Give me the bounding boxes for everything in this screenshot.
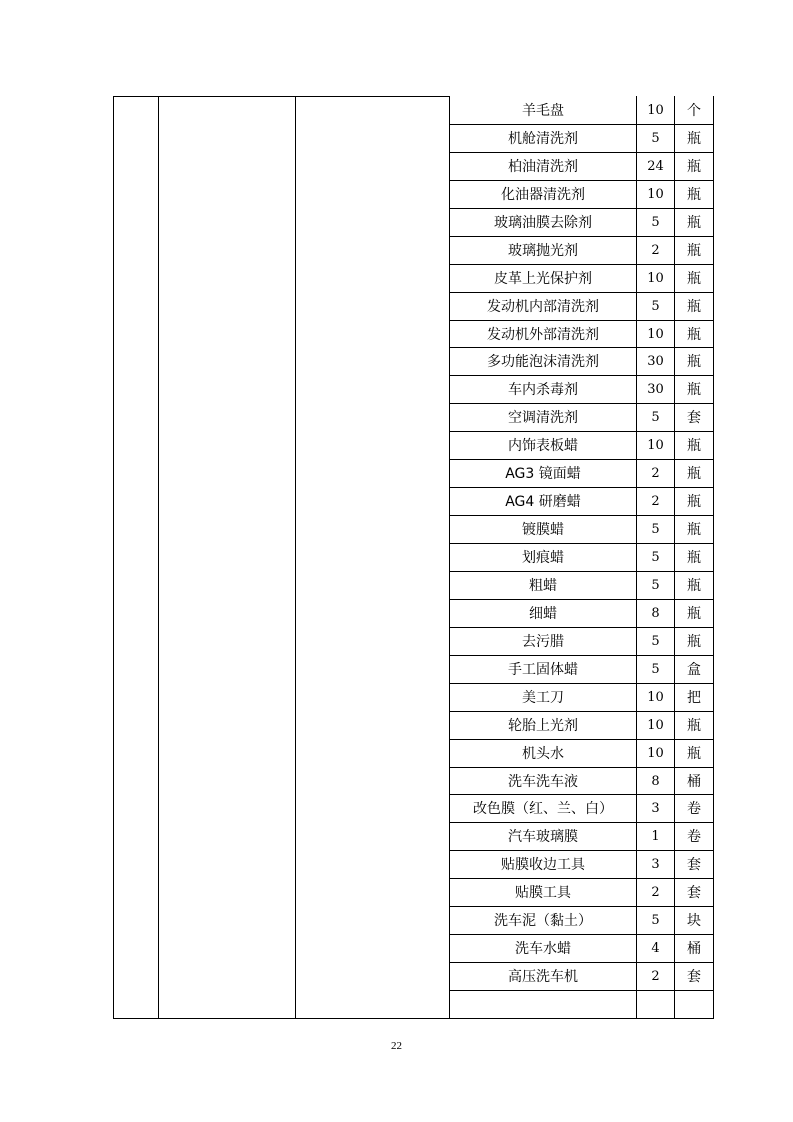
item-quantity: 2 [651, 968, 660, 984]
item-name: 改色膜（红、兰、白） [473, 801, 613, 817]
page-number: 22 [391, 1040, 402, 1052]
table-border-bottom [113, 1018, 714, 1019]
item-quantity: 10 [647, 326, 664, 342]
item-unit: 套 [687, 969, 701, 985]
item-unit: 瓶 [687, 634, 701, 650]
item-quantity: 10 [647, 437, 664, 453]
item-quantity: 10 [647, 102, 664, 118]
item-quantity: 10 [647, 717, 664, 733]
column-divider-1 [158, 96, 159, 1018]
item-quantity: 5 [651, 521, 660, 537]
item-name: 车内杀毒剂 [508, 382, 578, 398]
item-quantity: 5 [651, 130, 660, 146]
item-quantity: 5 [651, 298, 660, 314]
item-name: 镀膜蜡 [522, 522, 564, 538]
item-name: 美工刀 [522, 690, 564, 706]
item-name: 机头水 [522, 746, 564, 762]
item-quantity: 2 [651, 493, 660, 509]
column-divider-2 [295, 96, 296, 1018]
item-quantity: 5 [651, 633, 660, 649]
item-quantity: 8 [651, 605, 660, 621]
item-name: 玻璃抛光剂 [508, 243, 578, 259]
item-unit: 瓶 [687, 327, 701, 343]
item-unit: 瓶 [687, 354, 701, 370]
item-name: 洗车泥（黏土） [494, 913, 592, 929]
item-name: 高压洗车机 [508, 969, 578, 985]
item-unit: 瓶 [687, 494, 701, 510]
item-name: 发动机内部清洗剂 [487, 299, 599, 315]
item-quantity: 8 [651, 773, 660, 789]
item-unit [675, 991, 713, 1017]
item-name: 贴膜工具 [515, 885, 571, 901]
item-unit: 瓶 [687, 746, 701, 762]
item-name: 轮胎上光剂 [508, 718, 578, 734]
item-name: 多功能泡沫清洗剂 [487, 354, 599, 370]
item-quantity: 10 [647, 270, 664, 286]
item-unit: 桶 [687, 774, 701, 790]
item-name: 手工固体蜡 [508, 662, 578, 678]
item-quantity: 3 [651, 800, 660, 816]
item-unit: 瓶 [687, 299, 701, 315]
item-unit: 套 [687, 410, 701, 426]
item-name: 化油器清洗剂 [501, 187, 585, 203]
item-name: 机舱清洗剂 [508, 131, 578, 147]
item-unit: 瓶 [687, 382, 701, 398]
item-quantity: 10 [647, 745, 664, 761]
item-quantity: 2 [651, 884, 660, 900]
item-unit: 卷 [687, 829, 701, 845]
item-quantity: 4 [651, 940, 660, 956]
item-name: 粗蜡 [529, 578, 557, 594]
item-unit: 把 [687, 690, 701, 706]
item-quantity: 5 [651, 577, 660, 593]
item-name: 羊毛盘 [522, 103, 564, 119]
item-quantity: 1 [651, 828, 660, 844]
item-name: 空调清洗剂 [508, 410, 578, 426]
item-unit: 卷 [687, 801, 701, 817]
item-unit: 瓶 [687, 243, 701, 259]
item-name [450, 991, 636, 1017]
table-border-top [113, 96, 450, 97]
item-name: 去污腊 [522, 634, 564, 650]
item-unit: 盒 [687, 662, 701, 678]
item-quantity [637, 991, 674, 1017]
item-name: 贴膜收边工具 [501, 857, 585, 873]
item-quantity: 24 [647, 158, 664, 174]
item-unit: 套 [687, 857, 701, 873]
item-name: 细蜡 [529, 606, 557, 622]
item-unit: 瓶 [687, 578, 701, 594]
item-name: AG4 研磨蜡 [505, 494, 581, 510]
item-quantity: 2 [651, 465, 660, 481]
item-unit: 瓶 [687, 159, 701, 175]
item-quantity: 10 [647, 689, 664, 705]
item-unit: 个 [687, 103, 701, 119]
item-quantity: 30 [647, 381, 664, 397]
item-quantity: 2 [651, 242, 660, 258]
item-unit: 套 [687, 885, 701, 901]
item-unit: 瓶 [687, 131, 701, 147]
item-unit: 瓶 [687, 438, 701, 454]
item-quantity: 5 [651, 549, 660, 565]
item-quantity: 10 [647, 186, 664, 202]
item-quantity: 3 [651, 856, 660, 872]
item-unit: 瓶 [687, 718, 701, 734]
item-unit: 瓶 [687, 187, 701, 203]
item-name: 柏油清洗剂 [508, 159, 578, 175]
item-unit: 块 [687, 913, 701, 929]
item-unit: 瓶 [687, 271, 701, 287]
item-name: 内饰表板蜡 [508, 438, 578, 454]
item-unit: 瓶 [687, 550, 701, 566]
item-name: 玻璃油膜去除剂 [494, 215, 592, 231]
item-quantity: 30 [647, 353, 664, 369]
item-name: 皮革上光保护剂 [494, 271, 592, 287]
item-name: 汽车玻璃膜 [508, 829, 578, 845]
item-unit: 桶 [687, 941, 701, 957]
item-unit: 瓶 [687, 215, 701, 231]
item-quantity: 5 [651, 661, 660, 677]
table-border-left [113, 96, 114, 1018]
item-unit: 瓶 [687, 522, 701, 538]
table-border-right [713, 96, 714, 1018]
item-unit: 瓶 [687, 466, 701, 482]
item-name: 划痕蜡 [522, 550, 564, 566]
item-name: 洗车水蜡 [515, 941, 571, 957]
item-quantity: 5 [651, 214, 660, 230]
item-unit: 瓶 [687, 606, 701, 622]
item-quantity: 5 [651, 409, 660, 425]
item-name: 发动机外部清洗剂 [487, 327, 599, 343]
item-quantity: 5 [651, 912, 660, 928]
item-name: 洗车洗车液 [508, 774, 578, 790]
item-name: AG3 镜面蜡 [505, 466, 581, 482]
